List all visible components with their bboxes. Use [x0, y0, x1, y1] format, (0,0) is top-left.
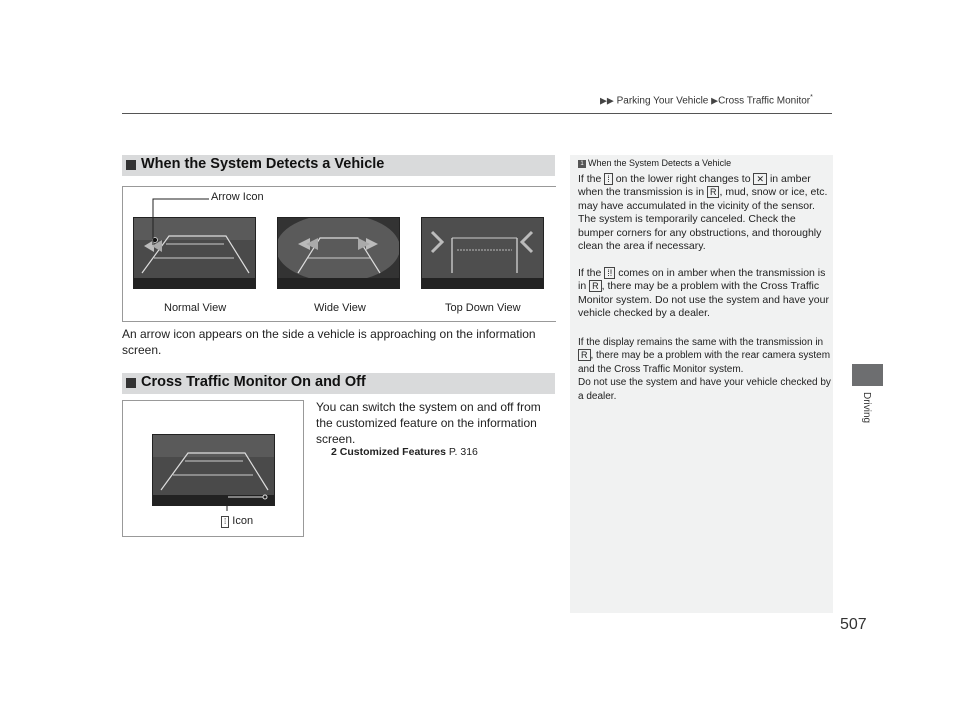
note-paragraph-2: If the ⁞! comes on in amber when the transmission is in R , there may be a problem with the Cross Traffic Monitor system. Do not use the system and have your vehicle checked by a dealer.: [578, 267, 829, 320]
square-bullet-icon: [126, 378, 136, 388]
chapter-tab: [852, 364, 883, 386]
triangle-icon: ▶: [711, 95, 719, 106]
section-heading-on-off: Cross Traffic Monitor On and Off: [122, 373, 555, 394]
xref-page[interactable]: P. 316: [448, 446, 478, 458]
chapter-label: Driving: [861, 392, 872, 424]
note-paragraph-3: If the display remains the same with the transmission in R , there may be a problem with the rear camera system and the Cross Traffic Monitor system. Do not use the system and have your vehicle checked by a dealer.: [578, 337, 831, 402]
gear-r-icon: R: [578, 349, 591, 361]
figure-views: [122, 186, 556, 322]
arrow-icon-callout: Arrow Icon: [211, 191, 264, 203]
breadcrumb-ctm[interactable]: Cross Traffic Monitor: [718, 95, 811, 107]
gear-r-icon: R: [589, 280, 602, 292]
asterisk: *: [810, 94, 813, 101]
triangle-icon: ▶▶: [600, 95, 614, 106]
icon-callout-line: [123, 401, 303, 536]
sensor-off-icon: ✕: [753, 173, 767, 185]
xref[interactable]: 2 Customized Features P. 316: [331, 446, 478, 458]
figure-icon: [122, 400, 304, 537]
header-rule: [122, 113, 832, 114]
caption-top-down-view: Top Down View: [445, 302, 521, 314]
sensor-fault-icon: ⁞!: [604, 267, 615, 279]
gear-r-icon: R: [707, 186, 720, 198]
breadcrumb: [600, 94, 813, 106]
note-number-icon: 1: [578, 160, 586, 168]
section1-body: An arrow icon appears on the side a vehicle is approaching on the information screen.: [122, 327, 536, 357]
sensor-icon: ⁞: [221, 516, 229, 528]
sensor-icon: ⁞: [604, 173, 613, 185]
arrow-icon-callout-line: [123, 187, 556, 321]
square-bullet-icon: [126, 160, 136, 170]
caption-normal-view: Normal View: [164, 302, 227, 314]
breadcrumb-parking[interactable]: Parking Your Vehicle: [616, 95, 709, 107]
note-paragraph-1: If the ⁞ on the lower right changes to ✕ in amber when the transmission is in R , mud, snow or ice, etc. may have accumulated in the vicinity of the sensor. The system is temporarily canceled. Check the bumper corners for any obstructions, and thoroughly clean the area if necessary.: [578, 173, 828, 253]
caption-wide-view: Wide View: [314, 302, 366, 314]
notes-title: 1 When the System Detects a Vehicle: [578, 158, 731, 168]
page-number: 507: [840, 616, 867, 633]
section-heading-detects: When the System Detects a Vehicle: [122, 155, 555, 176]
xref-label[interactable]: Customized Features: [339, 446, 446, 458]
section2-body: You can switch the system on and off from the customized feature on the information screen.: [316, 400, 541, 446]
icon-callout: ⁞ Icon: [221, 515, 253, 528]
